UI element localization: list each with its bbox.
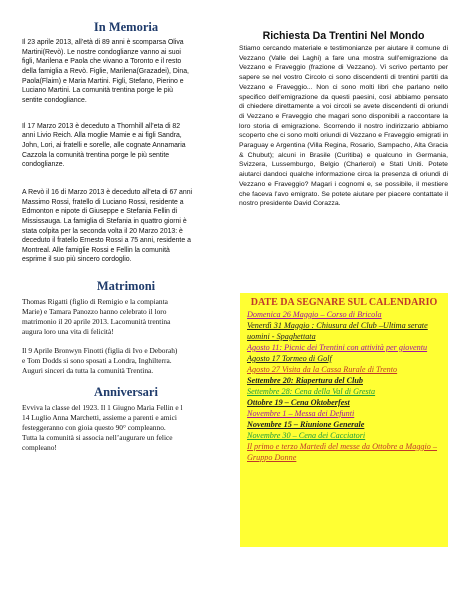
matrimoni-heading: Matrimoni — [96, 279, 156, 294]
calendar-event: Settembre 20: Riapertura del Club — [247, 375, 363, 385]
calendar-event-list — [247, 310, 441, 464]
right-column — [239, 30, 448, 209]
calendar-event: Novembre 15 – Riunione Generale — [247, 419, 365, 429]
richiesta-heading: Richiesta Da Trentini Nel Mondo — [262, 30, 425, 42]
in-memoria-heading: In Memoria — [93, 20, 159, 34]
calendar-event: Novembre 1 – Messa dei Defunti — [247, 408, 355, 418]
memoria-paragraph-3: A Revò il 16 di Marzo 2013 è deceduto all’eta di 67 anni Massimo Rossi, fratello di Luciano Rossi, residente a Edmonton e nipote di Giuseppe e Stefania Fellin di Mississauga. La famiglia di Stefania in quattro giorni è stata colpita per la seconda volta il 20 Marzo 2013: è deceduto il fratello Ernesto Rossi a 75 anni, residente a Montreal. Alle famiglie Rossi e Fellin la comunità esprime il suo più sincero cordoglio. — [22, 188, 193, 264]
calendar-event: Agosto 17 Tormeo di Golf — [247, 353, 332, 363]
calendar-event: Agosto 11: Picnic dei Trentini con attività per gioventu — [247, 342, 428, 352]
matrimoni-paragraph-1: Thomas Rigatti (figlio di Remigio e la compianta Marie) e Tamara Panozzo hanno celebrato il loro matrimonio il 20 aprile 2013. Lacomunità trentina augura loro una vita di felicità! — [22, 297, 171, 337]
calendar-box — [240, 293, 448, 547]
left-column — [22, 20, 230, 453]
memoria-paragraph-1: Il 23 aprile 2013, all’età di 89 anni è scomparsa Oliva Martini(Revò). Le nostre condoglianze vanno ai suoi figli, Marilena e Paola che vivano a Toronto e il resto della famiglia a Revò. Figlie, Marilena(Grazadei), Dina, Paola(Flaim) e Maria Martini. Figli, Stefano, Pierino e Luciano Martini. La comunità trentina porge le più sentite condogliance. — [22, 39, 189, 104]
calendar-event: Il primo e terzo Martedì del messe da Ottobre a Maggio – Gruppo Donne — [247, 441, 438, 462]
anniversari-heading: Anniversari — [94, 385, 158, 400]
calendar-title: DATE DA SEGNARE SUL CALENDARIO — [250, 297, 438, 308]
calendar-event: Domenica 26 Maggio – Corso di Bricola — [247, 310, 382, 319]
calendar-event: Novembre 30 – Cena dei Cacciatori — [247, 430, 366, 440]
calendar-event: Ottobre 19 – Cena Oktoberfest — [247, 397, 350, 407]
calendar-event: Venerdì 31 Maggio : Chiusura del Club –Ultima serate uomini - Spaghettata — [247, 320, 428, 341]
calendar-event: Agosto 27 Visita da la Cassa Rurale di Trento — [247, 364, 398, 374]
richiesta-paragraph: Stiamo cercando materiale e testimonianze per aiutare il comune di Vezzano (Valle dei Laghi) a fare una mostra sull’emigrazione da Vezzano e Fraveggio (frazione di Vezzano). Vi scrivo pertanto per sapere se nel vostro Circolo ci sono discendenti di trentini partiti da Vezzano e Fraveggio... Non ci sono molti libri che parlano nello specifico dell’emigrazione da questi paesini, così abbiamo pensato di chiedere direttamente a voi circoli se avete discendenti di oriundi di Vezzano e Fraveggio che magari sono disponibili a raccontare la loro storia di emigrazione. Scorrendo il nostro indirizzario abbiamo scoperto che ci sono molti oriundi di Vezzano e Fraveggio emigrati in Paraguay e Argentina (Villa Regina, Rosario, Sampacho, Alta Gracia & Chubut); alcuni in Brasile (Curitiba) e qualcuno in Germania, Svizzera, Lussemburgo, Belgio (Charleroi) e Stati Uniti. Potete aiutarci dandoci qualche informazione circa la presenza di oriundi di Vezzano e Fraveggio? Magari i cognomi e, se possibile, il mestiere che faceva l’avo emigrato. Se potete aiutare per piacere contattate il nostro presidente David Corazza. — [239, 45, 448, 208]
memoria-paragraph-2: Il 17 Marzo 2013 è deceduto a Thornhill all’eta di 82 anni Livio Reich. Alla moglie Mamie e ai figli Sandra, John, Lori, ai fratelli e sorelle, alle cognate Annamaria Cazzola la comunità trentina porge le più sentite condoglianze. — [22, 122, 186, 169]
matrimoni-paragraph-2: Il 9 Aprile Bronwyn Finotti (figlia di Ivo e Deborah) e Tom Dodds si sono sposati a Londra, Inghilterra. Auguri sinceri da tutta la comunità Trentina. — [22, 346, 178, 376]
calendar-event: Settembre 28: Cena della Val di Gresta — [247, 386, 376, 396]
anniversari-paragraph: Evviva la classe del 1923. Il 1 Giugno Maria Fellin e l 14 Luglio Anna Marchetti, assieme a parenti e amici festeggeranno con gioia questo 90° compleanno. Tutta la comunità si associa nell’augurare un felice compleano! — [22, 403, 183, 452]
